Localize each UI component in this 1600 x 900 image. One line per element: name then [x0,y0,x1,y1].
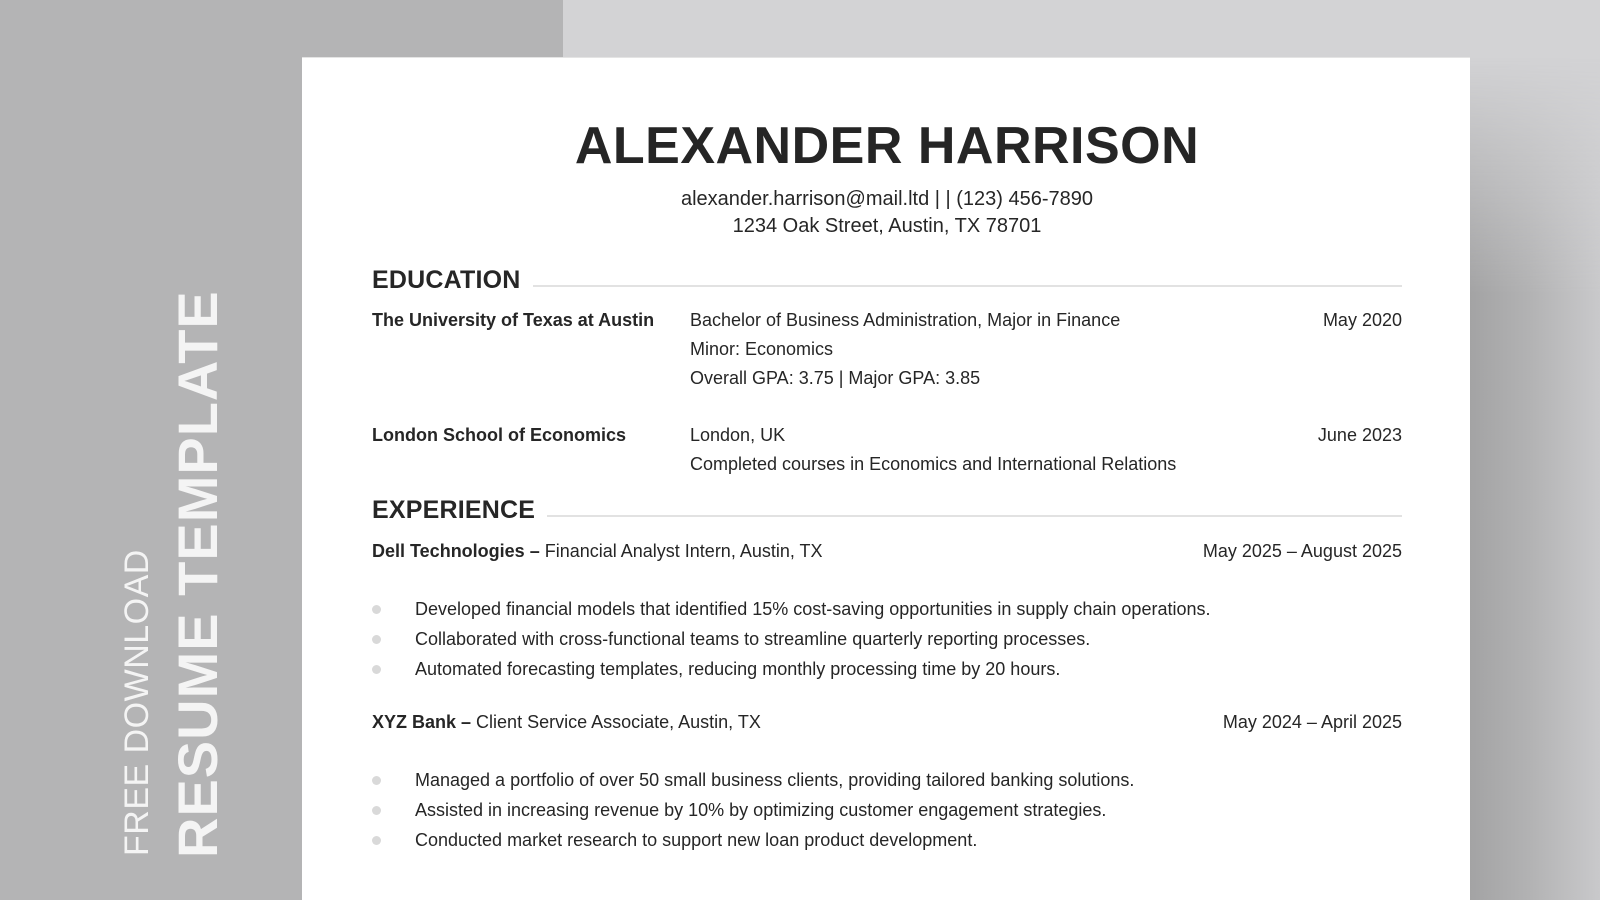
promo-banner [0,0,302,900]
school-name: London School of Economics [372,425,626,445]
degree: Bachelor of Business Administration, Major in Finance [690,310,1121,330]
company-name: XYZ Bank – [372,712,472,732]
bullet-item [372,765,1402,795]
company-name: Dell Technologies – [372,541,540,561]
bullet-text: Developed financial models that identified 15% cost-saving opportunities in supply chain operations. [415,599,1211,619]
education-date: June 2023 [1317,425,1402,445]
bullet-item [372,654,1402,684]
bullet-text: Automated forecasting templates, reducing monthly processing time by 20 hours. [415,659,1061,679]
bullet-dot-icon [372,635,381,644]
bullet-dot-icon [372,665,381,674]
job-role: Client Service Associate, Austin, TX [471,712,761,732]
location: London, UK [690,425,786,445]
education-details [690,306,1120,393]
bullet-text: Conducted market research to support new loan product development. [415,830,978,850]
bullet-text: Collaborated with cross-functional teams to streamline quarterly reporting processes. [415,629,1091,649]
job-bullets [372,765,1402,855]
minor: Minor: Economics [690,339,834,359]
bullet-dot-icon [372,806,381,815]
gpa: Overall GPA: 3.75 | Major GPA: 3.85 [690,368,981,388]
section-divider [533,285,1402,287]
promo-resume-template: RESUME TEMPLATE [166,290,229,858]
education-heading: EDUCATION [372,265,521,294]
bullet-dot-icon [372,605,381,614]
promo-free-download: FREE DOWNLOAD [118,549,156,856]
experience-section-header [372,494,1402,526]
job-header [372,708,1402,737]
resume-page [302,57,1470,900]
contact-address: 1234 Oak Street, Austin, TX 78701 [732,215,1042,237]
bullet-dot-icon [372,836,381,845]
job-role: Financial Analyst Intern, Austin, TX [539,541,823,561]
contact-email-phone: alexander.harrison@mail.ltd | | (123) 456-7890 [680,188,1094,210]
paper-shadow [1470,57,1600,900]
bullet-text: Managed a portfolio of over 50 small business clients, providing tailored banking solutions. [415,770,1135,790]
bullet-dot-icon [372,776,381,785]
bullet-item [372,825,1402,855]
job-header [372,537,1402,566]
bullet-text: Assisted in increasing revenue by 10% by optimizing customer engagement strategies. [415,800,1107,820]
education-section-header [372,264,1402,296]
job-date: May 2025 – August 2025 [1202,541,1402,561]
experience-heading: EXPERIENCE [372,495,536,524]
resume-name: ALEXANDER HARRISON [574,117,1200,175]
job-bullets [372,594,1402,684]
section-divider [547,515,1402,517]
coursework: Completed courses in Economics and International Relations [690,454,1177,474]
school-name: The University of Texas at Austin [372,310,655,330]
education-date: May 2020 [1322,310,1402,330]
job-date: May 2024 – April 2025 [1222,712,1402,732]
bullet-item [372,594,1402,624]
education-details [690,421,1176,479]
bullet-item [372,624,1402,654]
bullet-item [372,795,1402,825]
